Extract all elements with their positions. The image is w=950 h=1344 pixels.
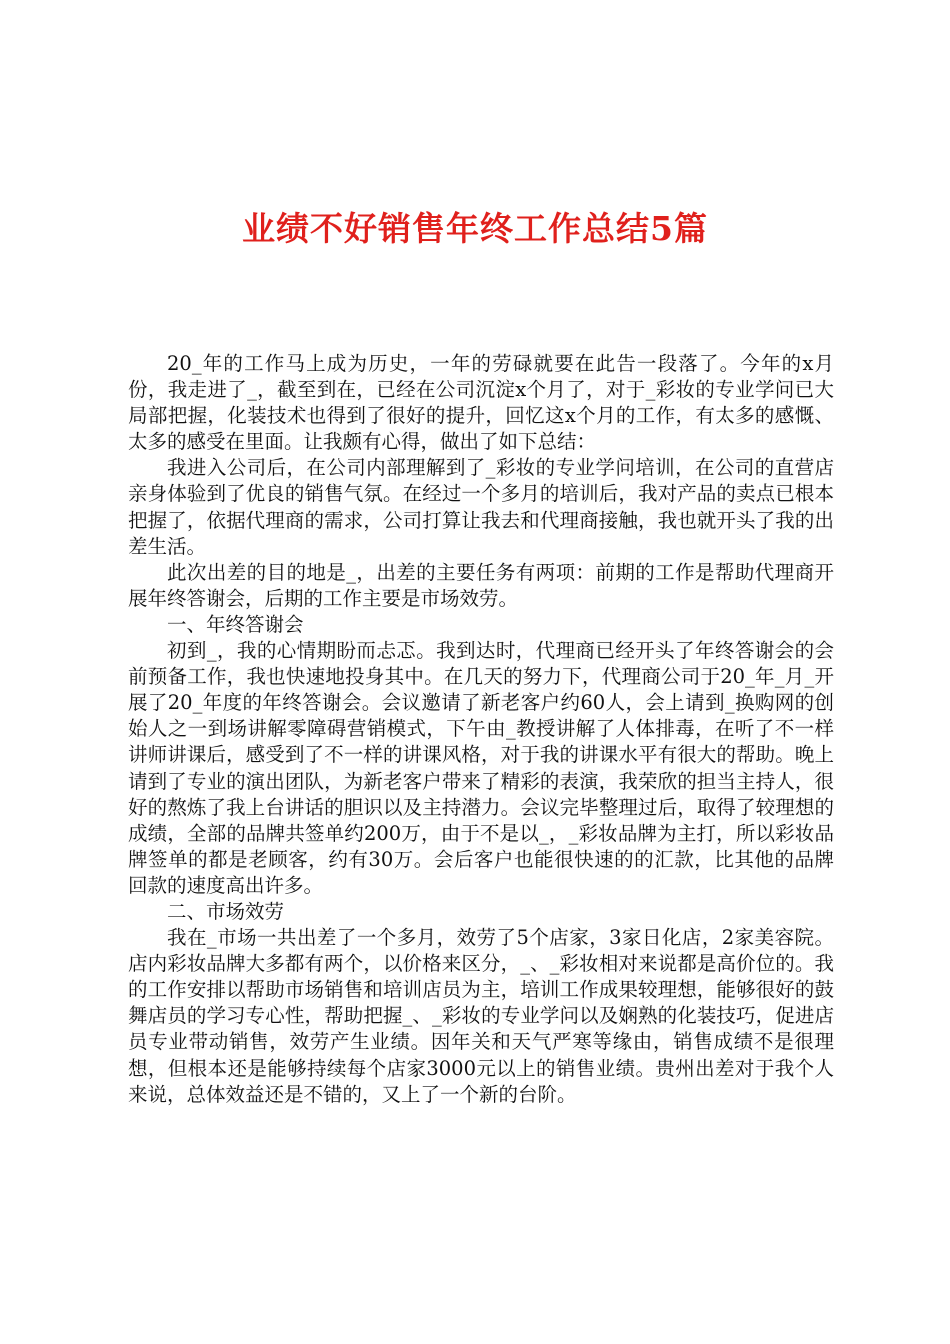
document-body — [128, 351, 834, 1108]
paragraph-year-end-meeting: 初到_，我的心情期盼而忐忑。我到达时，代理商已经开头了年终答谢会的会前预备工作，我也快速地投身其中。在几天的努力下，代理商公司于20_年_月_开展了20_年度的年终答谢会。会议邀请了新老客户约60人，会上请到_换购网的创始人之一到场讲解零障碍营销模式，下午由_教授讲解了人体排毒，在听了不一样讲师讲课后，感受到了不一样的讲课风格，对于我的讲课水平有很大的帮助。晚上请到了专业的演出团队，为新老客户带来了精彩的表演，我荣欣的担当主持人，很好的熬炼了我上台讲话的胆识以及主持潜力。会议完毕整理过后，取得了较理想的成绩，全部的品牌共签单约200万，由于不是以_，_彩妆品牌为主打，所以彩妆品牌签单的都是老顾客，约有30万。会后客户也能很快速的的汇款，比其他的品牌回款的速度高出许多。 — [128, 639, 834, 897]
section-heading-year-end-meeting: 一、年终答谢会 — [167, 612, 304, 636]
paragraph-intro: 20_年的工作马上成为历史，一年的劳碌就要在此告一段落了。今年的x月份，我走进了_，截至到在，已经在公司沉淀x个月了，对于_彩妆的专业学问已大局部把握，化装技术也得到了很好的提升，回忆这x个月的工作，有太多的感慨、太多的感受在里面。让我颇有心得，做出了如下总结： — [128, 352, 834, 454]
paragraph-trip-purpose: 此次出差的目的地是_，出差的主要任务有两项：前期的工作是帮助代理商开展年终答谢会，后期的工作主要是市场效劳。 — [128, 560, 834, 610]
paragraph-training: 我进入公司后，在公司内部理解到了_彩妆的专业学问培训，在公司的直营店亲身体验到了优良的销售气氛。在经过一个多月的培训后，我对产品的卖点已根本把握了，依据代理商的需求，公司打算让我去和代理商接触，我也就开头了我的出差生活。 — [128, 456, 834, 558]
paragraph-market-service: 我在_市场一共出差了一个多月，效劳了5个店家，3家日化店，2家美容院。店内彩妆品牌大多都有两个，以价格来区分，_、_彩妆相对来说都是高价位的。我的工作安排以帮助市场销售和培训店员为主，培训工作成果较理想，能够很好的鼓舞店员的学习专心性，帮助把握_、_彩妆的专业学问以及娴熟的化装技巧，促进店员专业带动销售，效劳产生业绩。因年关和天气严寒等缘由，销售成绩不是很理想，但根本还是能够持续每个店家3000元以上的销售业绩。贵州出差对于我个人来说，总体效益还是不错的，又上了一个新的台阶。 — [128, 926, 834, 1106]
section-heading-market-service: 二、市场效劳 — [167, 899, 285, 923]
document-title: 业绩不好销售年终工作总结5篇 — [242, 209, 708, 248]
